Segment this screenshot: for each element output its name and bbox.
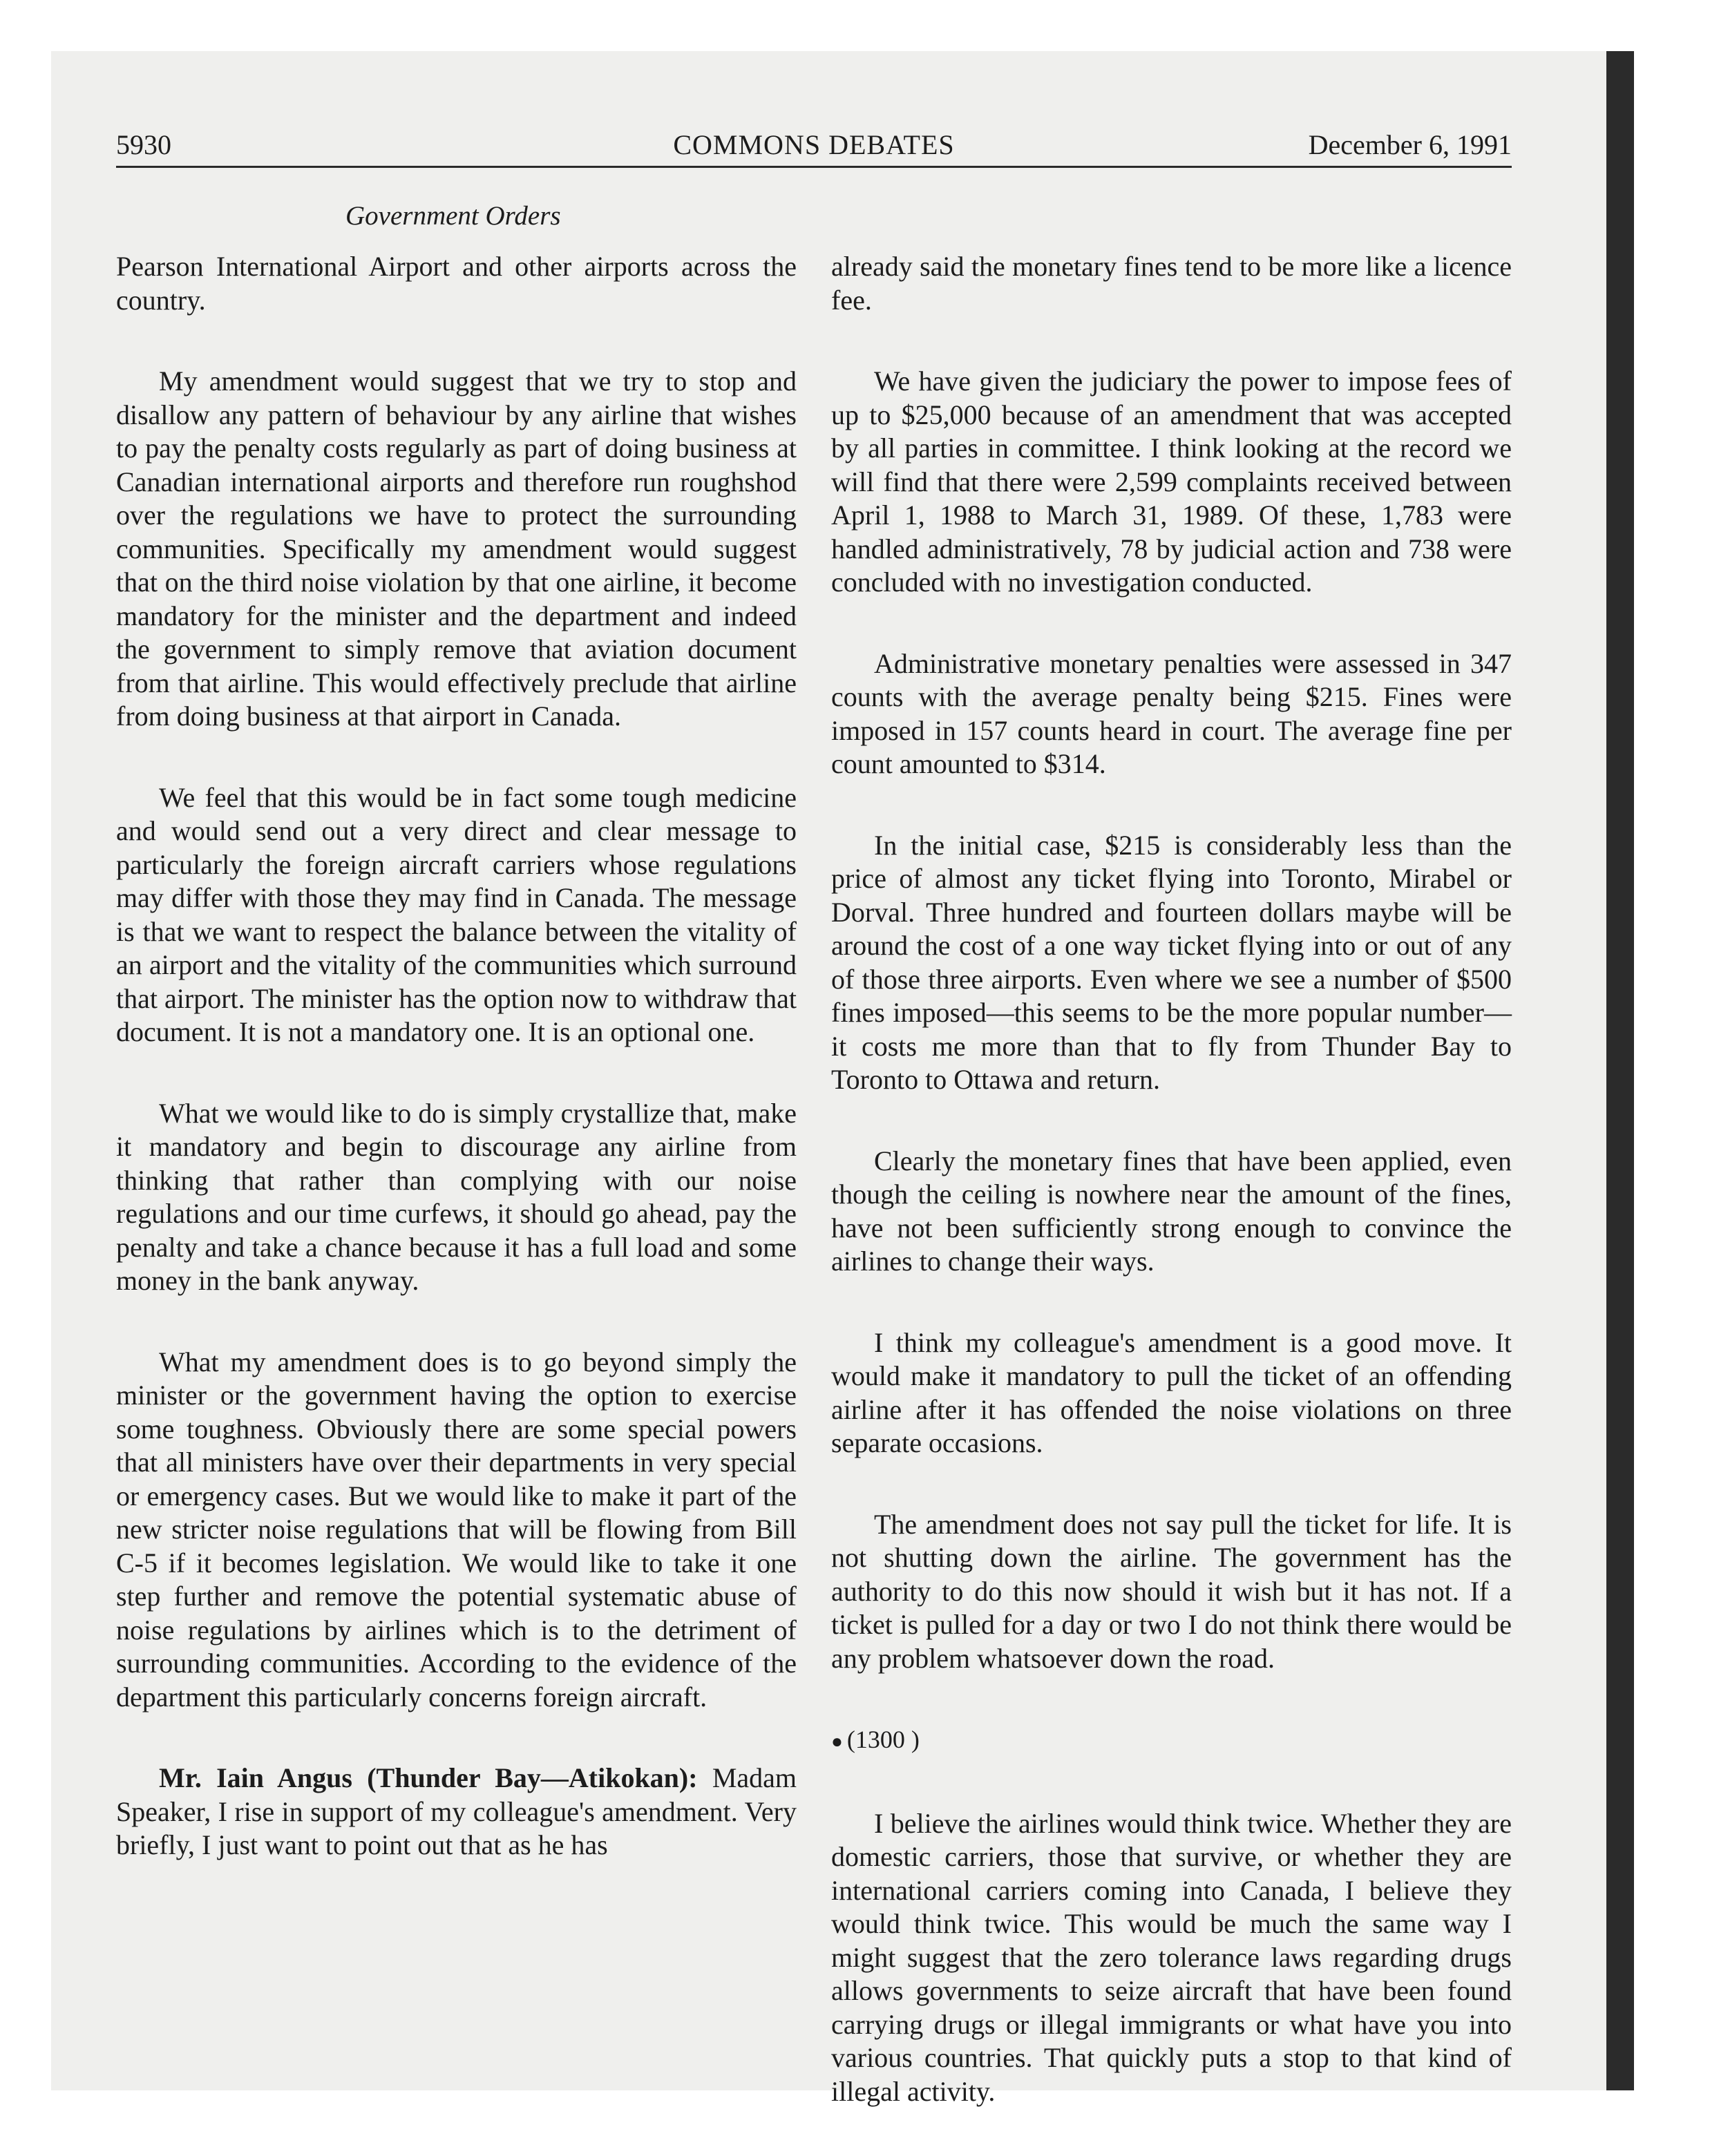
time-marker (831, 1723, 1512, 1759)
paragraph: What my amendment does is to go beyond simply the minister or the government having the option to exercise some toughness. Obviously there are some special powers that all ministers have over their departments in very special or emergency cases. But we would like to make it part of the new stricter noise regulations that will be flowing from Bill C-5 if it becomes legislation. We would like to take it one step further and remove the potential systematic abuse of noise regulations by airlines which is to the detriment of surrounding communities. According to the evidence of the department this particularly concerns foreign aircraft. (116, 1346, 797, 1713)
journal-title: COMMONS DEBATES (673, 129, 955, 160)
left-column (116, 250, 797, 1910)
paragraph: The amendment does not say pull the ticket for life. It is not shutting down the airline. The government has the authority to do this now should it wish but it has not. If a ticket is pulled for a day or two I do not think there would be any problem whatsoever down the road. (831, 1508, 1512, 1674)
right-column (831, 250, 1512, 2156)
paragraph: I think my colleague's amendment is a good move. It would make it mandatory to pull the ticket of an offending airline after it has offended the noise violations on three separate occasions. (831, 1326, 1512, 1458)
scan-edge-bar (1606, 51, 1634, 2090)
paragraph: In the initial case, $215 is considerably less than the price of almost any ticket flying into Toronto, Mirabel or Dorval. Three hundred and fourteen dollars maybe will be around the cost of a one way ticket flying into or out of any of those three airports. Even where we see a number of $500 fines imposed—this seems to be the more popular number—it costs me more than that to fly from Thunder Bay to Toronto to Ottawa and return. (831, 829, 1512, 1095)
paragraph: What we would like to do is simply crystallize that, make it mandatory and begin to discourage any airline from thinking that rather than complying with our noise regulations and our time curfews, it should go ahead, pay the penalty and take a chance because it has a full load and some money in the bank anyway. (116, 1097, 797, 1296)
paragraph: We have given the judiciary the power to impose fees of up to $25,000 because of an amendment that was accepted by all parties in committee. I think looking at the record we will find that there were 2,599 complaints received between April 1, 1988 to March 31, 1989. Of these, 1,783 were handled administratively, 78 by judicial action and 738 were concluded with no investigation conducted. (831, 365, 1512, 598)
page-header (116, 123, 1512, 167)
section-title: Government Orders (345, 201, 561, 231)
paragraph: Administrative monetary penalties were assessed in 347 counts with the average penalty being $215. Fines were imposed in 157 counts heard in court. The average fine per count amounted to $314. (831, 647, 1512, 779)
header-date: December 6, 1991 (1308, 129, 1512, 160)
speaker-text: Madam Speaker, I rise in support of my colleague's amendment. Very briefly, I just want to point out that as he has (116, 1762, 797, 1860)
speaker-name: Mr. Iain Angus (Thunder Bay—Atikokan): (159, 1762, 698, 1793)
paragraph: My amendment would suggest that we try to stop and disallow any pattern of behaviour by any airline that wishes to pay the penalty costs regularly as part of doing business at Canadian international airports and therefore run roughshod over the regulations we have to protect the surrounding communities. Specifically my amendment would suggest that on the third noise violation by that one airline, it become mandatory for the minister and the department and indeed the government to simply remove that aviation document from that airline. This would effectively preclude that airline from doing business at that airport in Canada. (116, 365, 797, 732)
paragraph: We feel that this would be in fact some tough medicine and would send out a very direct and clear message to particularly the foreign aircraft carriers whose regulations may differ with those they may find in Canada. The message is that we want to respect the balance between the vitality of an airport and the vitality of the communities which surround that airport. The minister has the option now to withdraw that document. It is not a mandatory one. It is an optional one. (116, 781, 797, 1047)
paragraph: already said the monetary fines tend to be more like a licence fee. (831, 251, 1512, 316)
paragraph: Clearly the monetary fines that have been applied, even though the ceiling is nowhere near the amount of the fines, have not been sufficiently strong enough to convince the airlines to change their ways. (831, 1145, 1512, 1277)
page-number: 5930 (116, 129, 171, 160)
paragraph: Pearson International Airport and other airports across the country. (116, 251, 797, 316)
time-marker-text: (1300 ) (846, 1726, 920, 1753)
paragraph: I believe the airlines would think twice. Whether they are domestic carriers, those that survive, or whether they are international carriers coming into Canada, I believe they would think twice. This would be much the same way I might suggest that the zero tolerance laws regarding drugs allows governments to seize aircraft that have been found carrying drugs or illegal immigrants or what have you into various countries. That quickly puts a stop to that kind of illegal activity. (831, 1807, 1512, 2107)
bullet-icon: ● (831, 1731, 843, 1753)
speaker-paragraph (116, 1762, 797, 1862)
header-rule (116, 166, 1512, 168)
